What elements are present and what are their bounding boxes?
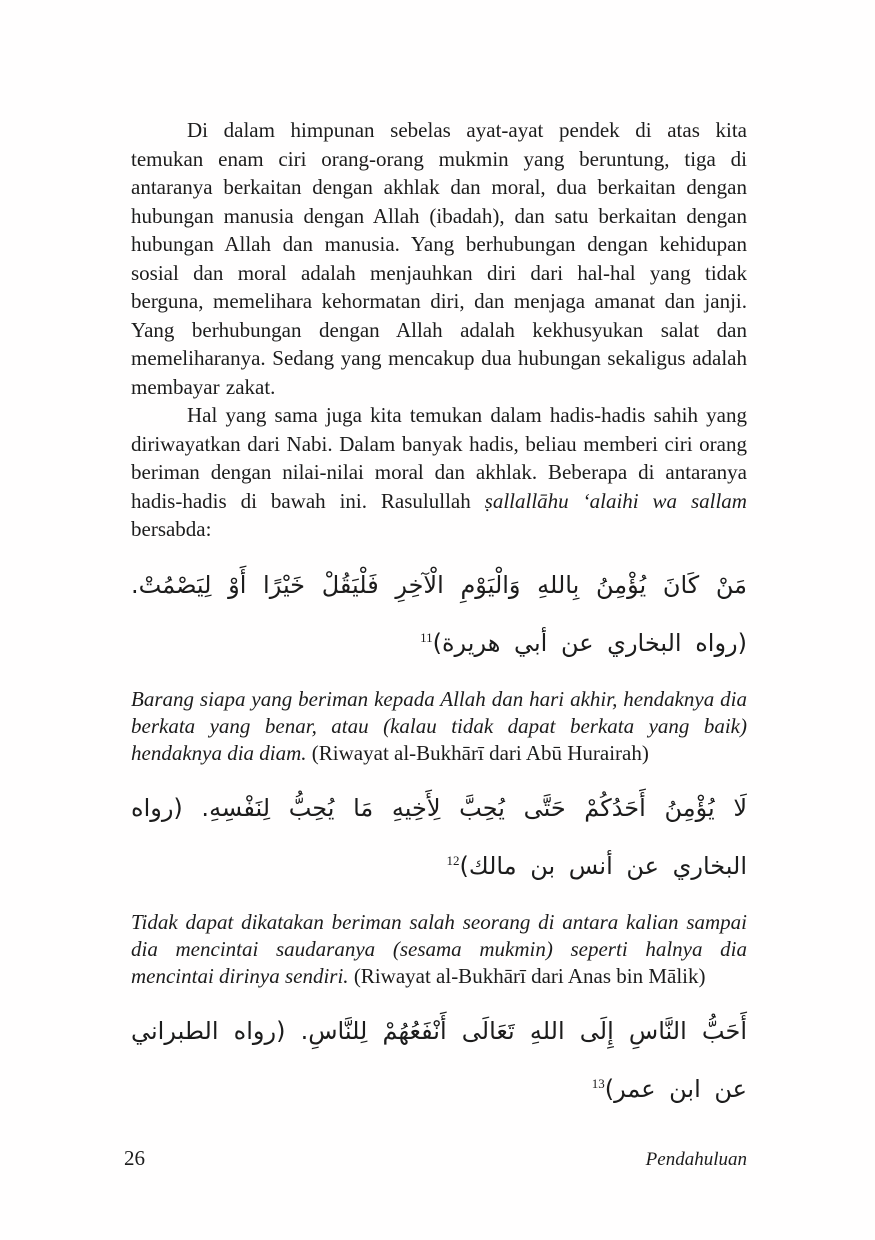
hadith-1-arabic [131, 556, 747, 672]
hadith-2-source: (Riwayat al-Bukhārī dari Anas bin Mālik) [348, 963, 706, 988]
hadith-2-arabic [131, 779, 747, 895]
page-number: 26 [124, 1146, 145, 1170]
hadith-1-source: (Riwayat al-Bukhārī dari Abū Hurairah) [306, 740, 649, 765]
content-area [131, 116, 747, 1132]
footnote-ref-12: 12 [446, 852, 460, 868]
paragraph-hadis-intro [131, 401, 747, 544]
paragraph-hadis-intro-end: bersabda: [131, 517, 212, 541]
footnote-ref-13: 13 [591, 1075, 605, 1091]
hadith-1-translation-text: Barang siapa yang beriman kepada Allah dan hari akhir, hendaknya dia berkata yang benar, atau (kalau tidak dapat berkata yang baik) hendaknya dia diam. [131, 686, 747, 765]
hadith-3-arabic-text: أَحَبُّ النَّاسِ إِلَى اللهِ تَعَالَى أَنْفَعُهُمْ لِلنَّاسِ. (رواه الطبراني عن ابن عمر) [131, 1016, 747, 1103]
footnote-ref-11: 11 [420, 629, 433, 645]
paragraph-intro [131, 116, 747, 401]
running-footer-title: Pendahuluan [645, 1149, 747, 1170]
salawat-phrase: ṣallallāhu ʻalaihi wa sallam [484, 488, 747, 513]
hadith-1-arabic-text: مَنْ كَانَ يُؤْمِنُ بِاللهِ وَالْيَوْمِ الْآخِرِ فَلْيَقُلْ خَيْرًا أَوْ لِيَصْمُتْ. (رواه البخاري عن أبي هريرة) [131, 570, 747, 657]
hadith-2-translation-text: Tidak dapat dikatakan beriman salah seorang di antara kalian sampai dia mencintai saudaranya (sesama mukmin) seperti halnya dia mencintai dirinya sendiri. [131, 909, 747, 988]
hadith-2-arabic-text: لَا يُؤْمِنُ أَحَدُكُمْ حَتَّى يُحِبَّ لِأَخِيهِ مَا يُحِبُّ لِنَفْسِهِ. (رواه البخاري عن أنس بن مالك) [131, 793, 747, 880]
paragraph-hadis-intro-text: Hal yang sama juga kita temukan dalam hadis-hadis sahih yang diriwayatkan dari Nabi. Dalam banyak hadis, beliau memberi ciri orang beriman dengan nilai-nilai moral dan akhlak. Beberapa di antaranya hadis-hadis di bawah ini. Rasulullah [131, 403, 747, 513]
hadith-1-translation [131, 686, 747, 767]
hadith-3-arabic [131, 1002, 747, 1118]
paragraph-intro-text: Di dalam himpunan sebelas ayat-ayat pendek di atas kita temukan enam ciri orang-orang mukmin yang beruntung, tiga di antaranya berkaitan dengan akhlak dan moral, dua berkaitan dengan hubungan manusia dengan Allah (ibadah), dan satu berkaitan dengan hubungan Allah dan manusia. Yang berhubungan dengan kehidupan sosial dan moral adalah menjauhkan diri dari hal-hal yang tidak berguna, memelihara kehormatan diri, dan menjaga amanat dan janji. Yang berhubungan dengan Allah adalah kekhusyukan salat dan memeliharanya. Sedang yang mencakup dua hubungan sekaligus adalah membayar zakat. [131, 118, 747, 399]
hadith-2-translation [131, 909, 747, 990]
